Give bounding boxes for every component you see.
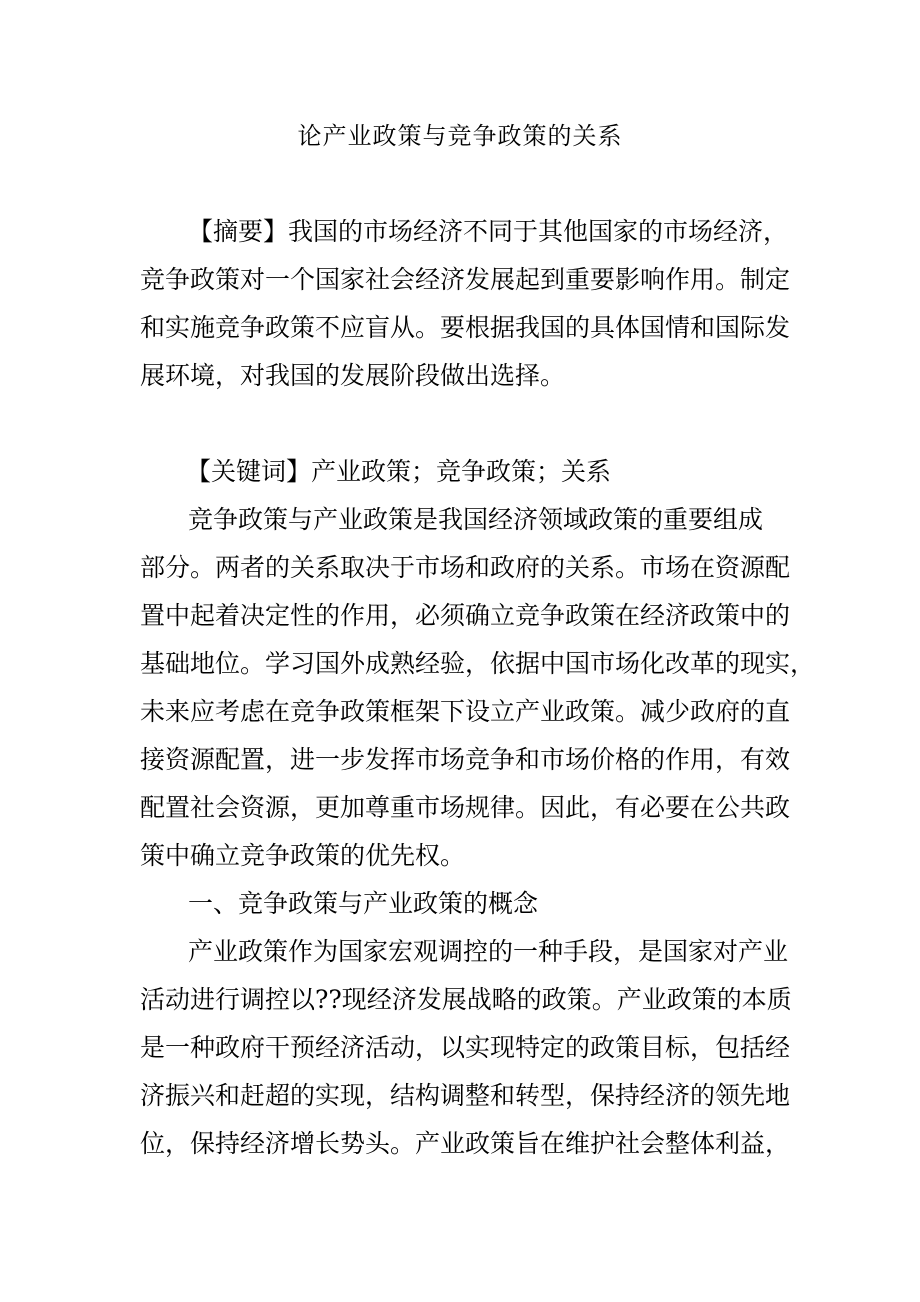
abstract-line: 和实施竞争政策不应盲从。要根据我国的具体国情和国际发	[140, 313, 791, 342]
abstract-line: 展环境，对我国的发展阶段做出选择。	[140, 361, 566, 390]
paragraph-line: 未来应考虑在竞争政策框架下设立产业政策。减少政府的直	[140, 697, 791, 726]
paragraph-line: 基础地位。学习国外成熟经验，依据中国市场化改革的现实，	[140, 649, 816, 678]
paragraph-line: 部分。两者的关系取决于市场和政府的关系。市场在资源配	[140, 553, 791, 582]
paragraph-line: 策中确立竞争政策的优先权。	[140, 841, 466, 870]
paragraph-line: 接资源配置，进一步发挥市场竞争和市场价格的作用，有效	[140, 745, 791, 774]
paragraph-line: 置中起着决定性的作用，必须确立竞争政策在经济政策中的	[140, 601, 791, 630]
paragraph-line: 活动进行调控以??现经济发展战略的政策。产业政策的本质	[140, 985, 792, 1014]
paragraph-line: 位，保持经济增长势头。产业政策旨在维护社会整体利益，	[140, 1129, 791, 1158]
abstract-line: 【摘要】我国的市场经济不同于其他国家的市场经济，	[188, 217, 789, 246]
keywords-line: 【关键词】产业政策；竞争政策；关系	[186, 457, 612, 486]
paragraph-line: 是一种政府干预经济活动，以实现特定的政策目标，包括经	[140, 1033, 791, 1062]
paragraph-line: 配置社会资源，更加尊重市场规律。因此，有必要在公共政	[140, 793, 791, 822]
abstract-line: 竞争政策对一个国家社会经济发展起到重要影响作用。制定	[140, 265, 791, 294]
section-heading: 一、竞争政策与产业政策的概念	[188, 889, 539, 918]
paragraph-line: 竞争政策与产业政策是我国经济领域政策的重要组成	[188, 505, 764, 534]
paragraph-line: 产业政策作为国家宏观调控的一种手段，是国家对产业	[188, 937, 789, 966]
document-title: 论产业政策与竞争政策的关系	[297, 122, 623, 150]
paragraph-line: 济振兴和赶超的实现，结构调整和转型，保持经济的领先地	[140, 1081, 791, 1110]
